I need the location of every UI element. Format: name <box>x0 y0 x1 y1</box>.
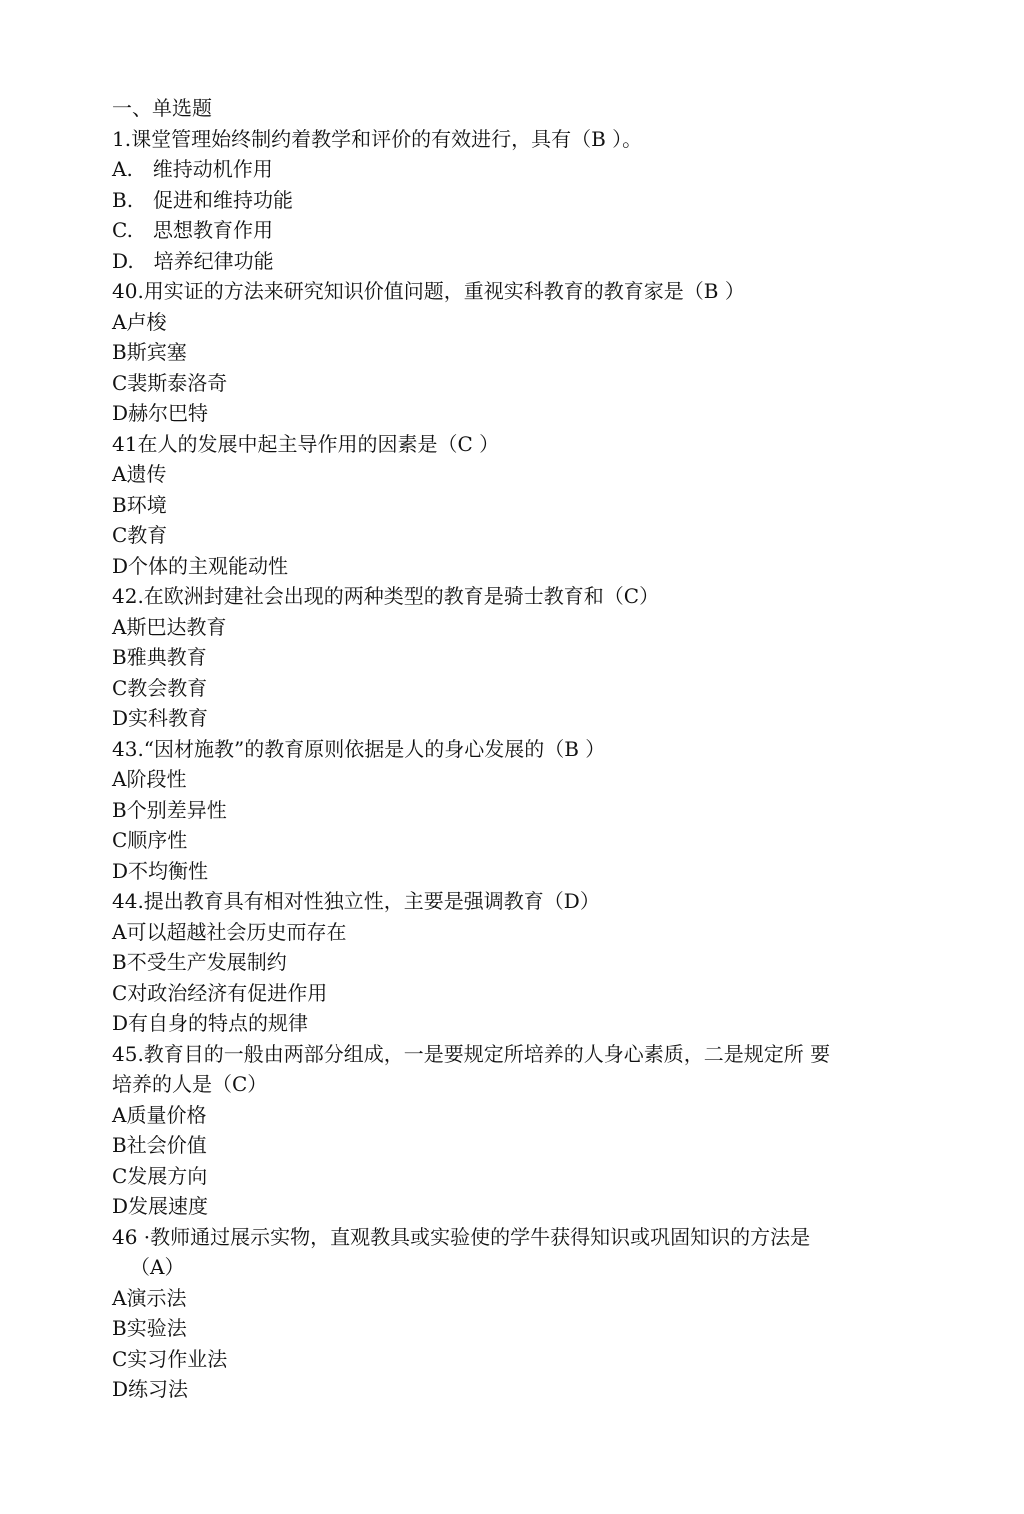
answer-option: D有自身的特点的规律 <box>112 1011 309 1035</box>
question-stem: 42.在欧洲封建社会出现的两种类型的教育是骑士教育和（C） <box>112 584 660 608</box>
answer-option: A. 维持动机作用 <box>112 157 273 181</box>
answer-option: A斯巴达教育 <box>112 614 227 639</box>
question-stem: 45.教育目的一般由两部分组成，一是要规定所培养的人身心素质，二是规定所 要 <box>112 1041 831 1066</box>
answer-option: C实习作业法 <box>112 1346 228 1371</box>
answer-option: A遗传 <box>112 462 167 486</box>
question-stem: 41在人的发展中起主导作用的因素是（C ） <box>112 431 500 456</box>
answer-option: B不受生产发展制约 <box>112 950 287 974</box>
answer-option: B社会价值 <box>112 1133 207 1157</box>
question-stem: 1.课堂管理始终制约着教学和评价的有效进行，具有（B ）。 <box>112 126 643 151</box>
answer-option: B实验法 <box>112 1316 187 1340</box>
answer-option: D实科教育 <box>112 706 209 730</box>
document-content <box>112 93 912 1405</box>
answer-option: A阶段性 <box>112 767 187 791</box>
answer-option: D发展速度 <box>112 1194 209 1218</box>
answer-option: D赫尔巴特 <box>112 401 209 425</box>
answer-option: C教会教育 <box>112 675 208 700</box>
answer-option: B雅典教育 <box>112 645 207 669</box>
question-stem: 40.用实证的方法来研究知识价值问题，重视实科教育的教育家是（B ） <box>112 279 745 303</box>
answer-option: C教育 <box>112 523 168 547</box>
answer-option: C发展方向 <box>112 1163 208 1188</box>
answer-option: A演示法 <box>112 1285 187 1310</box>
question-stem-continuation: 培养的人是（C） <box>112 1072 268 1096</box>
answer-option: D不均衡性 <box>112 858 209 883</box>
answer-option: B. 促进和维持功能 <box>112 187 294 212</box>
question-stem-continuation: （A） <box>130 1255 185 1279</box>
answer-option: D. 培养纪律功能 <box>112 248 274 273</box>
answer-option: C. 思想教育作用 <box>112 218 273 242</box>
answer-option: A卢梭 <box>112 309 167 334</box>
answer-option: B环境 <box>112 492 167 517</box>
answer-option: C顺序性 <box>112 828 188 852</box>
answer-option: A质量价格 <box>112 1102 207 1127</box>
answer-option: B斯宾塞 <box>112 340 187 364</box>
answer-option: B个别差异性 <box>112 797 227 822</box>
question-stem: 43.“因材施教”的教育原则依据是人的身心发展的（B ） <box>112 736 606 761</box>
answer-option: C对政治经济有促进作用 <box>112 980 328 1005</box>
answer-option: C裴斯泰洛奇 <box>112 370 228 395</box>
answer-option: A可以超越社会历史而存在 <box>112 919 347 944</box>
section-title: 一、单选题 <box>112 96 212 120</box>
question-stem: 46 ·教师通过展示实物，直观教具或实验使的学牛获得知识或巩固知识的方法是 <box>112 1224 811 1249</box>
answer-option: D练习法 <box>112 1377 189 1401</box>
question-stem: 44.提出教育具有相对性独立性，主要是强调教育（D） <box>112 889 600 913</box>
answer-option: D个体的主观能动性 <box>112 553 289 578</box>
